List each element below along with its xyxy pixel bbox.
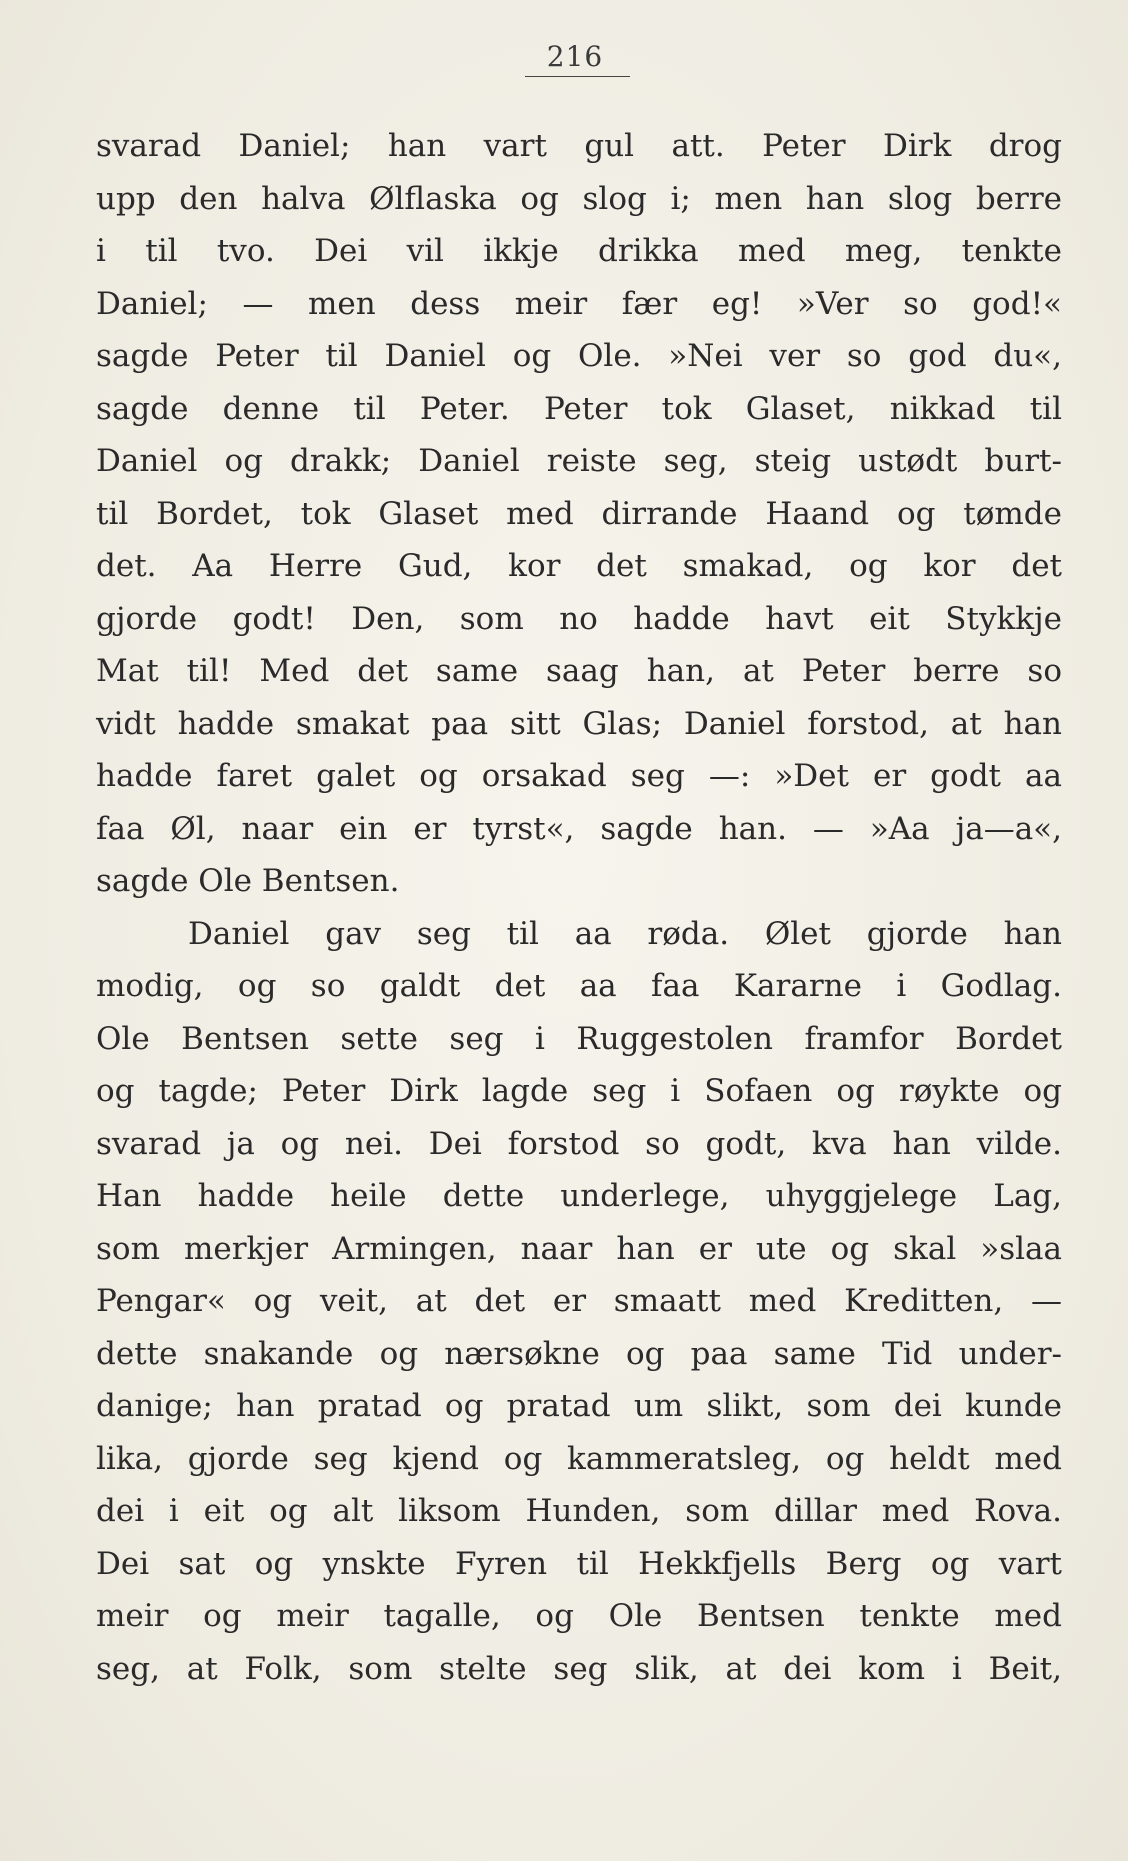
text-line: sagde Peter til Daniel og Ole. »Nei ver so god du«, [96,338,1062,374]
text-line: det. Aa Herre Gud, kor det smakad, og kor det [96,548,1062,584]
text-line: hadde faret galet og orsakad seg —: »Det er godt aa [96,758,1062,794]
text-line: Han hadde heile dette underlege, uhyggjelege Lag, [96,1178,1062,1214]
text-line: Daniel; — men dess meir fær eg! »Ver so god!« [96,285,1062,322]
text-line: dei i eit og alt liksom Hunden, som dillar med Rova. [96,1493,1062,1529]
text-line: og tagde; Peter Dirk lagde seg i Sofaen og røykte og [96,1073,1062,1109]
text-line: i til tvo. Dei vil ikkje drikka med meg, tenkte [96,233,1062,269]
page-number-rule [525,76,630,77]
text-line: seg, at Folk, som stelte seg slik, at dei kom i Beit, [96,1650,1062,1687]
text-line: Mat til! Med det same saag han, at Peter berre so [96,653,1062,689]
text-line: Daniel og drakk; Daniel reiste seg, steig ustødt burt- [96,443,1062,479]
text-line: faa Øl, naar ein er tyrst«, sagde han. — »Aa ja—a«, [96,810,1062,847]
paragraph-1 [96,120,1062,908]
page-number: 216 [546,40,604,73]
paragraph-2 [96,908,1062,1696]
text-line: svarad ja og nei. Dei forstod so godt, kva han vilde. [96,1125,1062,1162]
text-line: dette snakande og nærsøkne og paa same Tid under- [96,1335,1062,1372]
text-line: danige; han pratad og pratad um slikt, som dei kunde [96,1388,1062,1424]
text-line: upp den halva Ølflaska og slog i; men han slog berre [96,180,1062,217]
text-line: Daniel gav seg til aa røda. Ølet gjorde han [188,915,1062,952]
text-line: gjorde godt! Den, som no hadde havt eit Stykkje [96,600,1062,637]
text-line: meir og meir tagalle, og Ole Bentsen tenkte med [96,1598,1062,1634]
text-line: vidt hadde smakat paa sitt Glas; Daniel forstod, at han [96,705,1062,742]
text-line: modig, og so galdt det aa faa Kararne i Godlag. [96,968,1062,1004]
text-line: som merkjer Armingen, naar han er ute og skal »slaa [96,1230,1062,1267]
body-text [96,120,1062,1695]
text-line: svarad Daniel; han vart gul att. Peter Dirk drog [96,128,1062,164]
text-line: Ole Bentsen sette seg i Ruggestolen framfor Bordet [96,1020,1062,1057]
text-line: Pengar« og veit, at det er smaatt med Kreditten, — [96,1283,1062,1319]
text-line: sagde denne til Peter. Peter tok Glaset, nikkad til [96,390,1062,427]
text-line: Dei sat og ynskte Fyren til Hekkfjells Berg og vart [96,1545,1062,1582]
text-line: lika, gjorde seg kjend og kammeratsleg, og heldt med [96,1440,1062,1477]
text-line: sagde Ole Bentsen. [96,863,400,899]
text-line: til Bordet, tok Glaset med dirrande Haand og tømde [96,495,1062,532]
